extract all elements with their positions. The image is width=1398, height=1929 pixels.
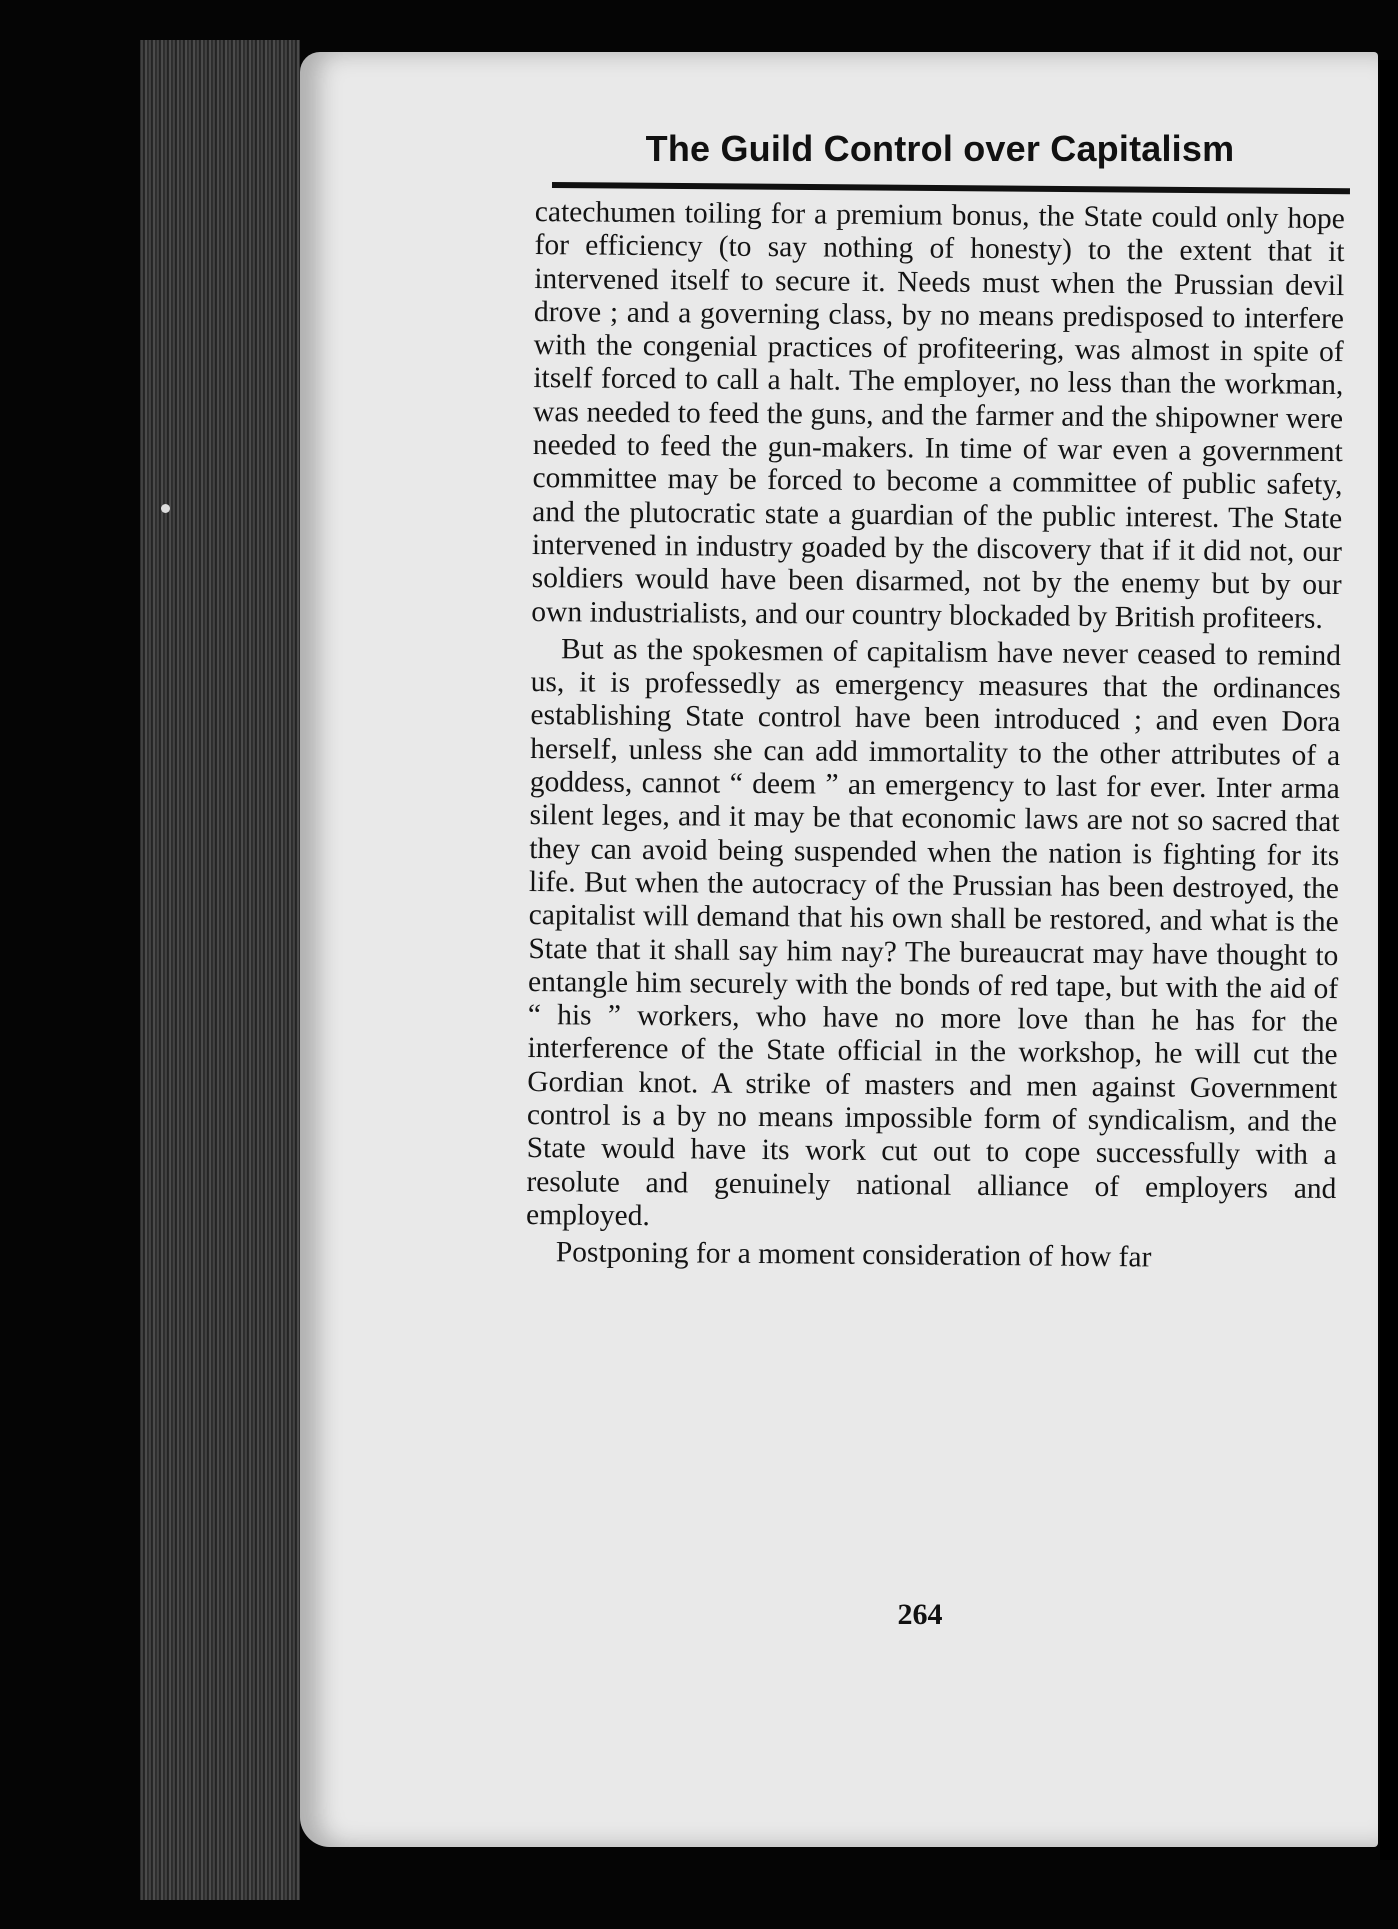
paragraph-2: But as the spokesmen of capitalism have never ceased to remind us, it is professedly as emergency measures that the ordinances establishing State control have been introduced ; and even Dora herself, unless she can add immortality to the other attributes of a goddess, cannot “ deem ” an emergency to last for ever. Inter arma silent leges, and it may be that economic laws are not so sacred that they can avoid being suspended when the nation is fighting for its life. But when the autocracy of the Prussian has been destroyed, the capitalist will demand that his own shall be restored, and what is the State that it shall say him nay? The bureaucrat may have thought to entangle him securely with the bonds of red tape, but with the aid of “ his ” workers, who have no more love than he has for the interference of the State official in the workshop, he will cut the Gordian knot. A strike of masters and men against Government control is a by no means impossible form of syndicalism, and the State would have its work cut out to cope successfully with a resolute and genuinely national alliance of employers and employed.: [525, 633, 1342, 1232]
spine-mark: [161, 504, 170, 513]
body-text: [526, 196, 1345, 1277]
paragraph-3: Postponing for a moment consideration of how far: [555, 1236, 1152, 1274]
book-spine: [140, 40, 300, 1900]
running-header: The Guild Control over Capitalism: [645, 128, 1235, 169]
right-edge: [1380, 60, 1398, 1860]
page-number: 264: [897, 1598, 943, 1631]
paragraph-1: catechumen toiling for a premium bonus, the State could only hope for efficiency (to say nothing of honesty) to the extent that it intervened itself to secure it. Needs must when the Prussian devil drove ; and a governing class, by no means predisposed to interfere with the congenial practices of profiteering, was almost in spite of itself forced to call a halt. The employer, no less than the workman, was needed to feed the guns, and the farmer and the shipowner were needed to feed the gun-makers. In time of war even a government committee may be forced to become a committee of public safety, and the plutocratic state a guardian of the public interest. The State intervened in industry goaded by the discovery that if it did not, our soldiers would have been disarmed, not by the enemy but by our own industrialists, and our country blockaded by British profiteers.: [531, 196, 1345, 635]
